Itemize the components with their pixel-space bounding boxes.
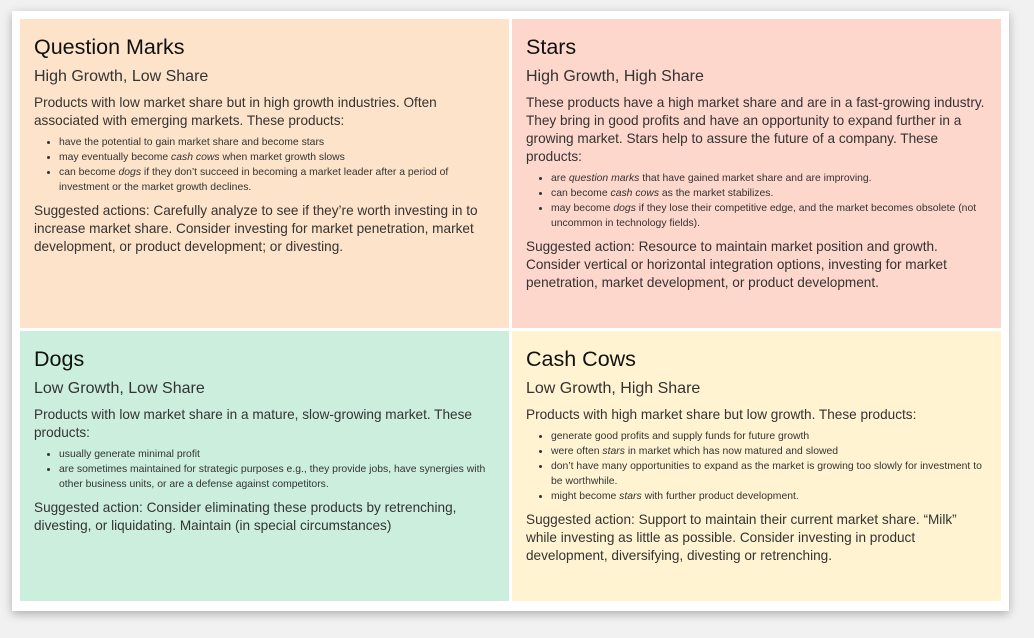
bullet-text: usually generate minimal profit — [59, 449, 200, 460]
bullet-item — [551, 201, 987, 231]
bullet-text: have the potential to gain market share and become stars — [59, 137, 325, 148]
quadrant-cash-cows — [512, 331, 1001, 601]
bullet-text: might become — [551, 491, 620, 502]
bullet-text: can become — [59, 167, 119, 178]
quadrant-description: These products have a high market share and are in a fast-growing industry. They bring in good profits and have an opportunity to expand further in a growing market. Stars help to assure the future of a company. These products: — [526, 95, 985, 164]
quadrant-subtitle: High Growth, High Share — [526, 68, 704, 85]
bullet-item — [551, 444, 987, 459]
bullet-text: are — [551, 173, 569, 184]
bullet-emphasis: dogs — [613, 203, 636, 214]
bullet-text: can become — [551, 188, 611, 199]
bullet-text: may become — [551, 203, 614, 214]
quadrant-bullet-list — [34, 135, 495, 195]
quadrant-bullet-list — [526, 429, 987, 504]
bullet-emphasis: cash cows — [171, 152, 220, 163]
bullet-text: if they lose their competitive edge, and the market becomes obsolete (not uncommon in technology fields). — [551, 203, 977, 229]
bullet-emphasis: stars — [602, 446, 625, 457]
quadrant-subtitle: Low Growth, Low Share — [34, 380, 205, 397]
bullet-item — [59, 150, 495, 165]
bullet-item — [551, 186, 987, 201]
bullet-emphasis: question marks — [568, 173, 640, 184]
bullet-emphasis: stars — [619, 491, 642, 502]
quadrant-title: Stars — [526, 35, 577, 59]
bullet-text: in market which has now matured and slowed — [624, 446, 839, 457]
bullet-item — [551, 459, 987, 489]
bullet-item — [551, 489, 987, 504]
bullet-emphasis: dogs — [118, 167, 142, 178]
quadrant-description: Products with high market share but low growth. These products: — [526, 407, 917, 422]
bcg-matrix-grid — [20, 19, 1001, 601]
quadrant-description: Products with low market share in a mature, slow-growing market. These products: — [34, 407, 472, 440]
bullet-text: with further product development. — [641, 491, 799, 502]
quadrant-title: Question Marks — [34, 35, 185, 59]
quadrant-bullet-list — [526, 171, 987, 231]
bullet-text: as the market stabilizes. — [659, 188, 774, 199]
quadrant-suggested-action: Suggested actions: Carefully analyze to see if they’re worth investing in to increase market share. Consider investing for market penetration, market development, or product development; or divesting. — [34, 203, 478, 254]
quadrant-suggested-action: Suggested action: Support to maintain their current market share. “Milk” while investing as little as possible. Consider investing in product development, diversifying, divesting or retrenching. — [526, 512, 957, 563]
bullet-text: that have gained market share and are improving. — [639, 173, 872, 184]
bullet-item — [551, 171, 987, 186]
quadrant-question-marks — [20, 19, 509, 328]
bullet-item — [59, 447, 495, 462]
bullet-text: generate good profits and supply funds for future growth — [551, 431, 810, 442]
quadrant-dogs — [20, 331, 509, 601]
quadrant-title: Dogs — [34, 347, 85, 371]
quadrant-suggested-action: Suggested action: Consider eliminating these products by retrenching, divesting, or liquidating. Maintain (in special circumstances) — [34, 500, 457, 533]
bullet-emphasis: cash cows — [610, 188, 660, 199]
bcg-matrix-card — [12, 11, 1009, 611]
quadrant-subtitle: High Growth, Low Share — [34, 68, 209, 85]
quadrant-subtitle: Low Growth, High Share — [526, 380, 701, 397]
quadrant-suggested-action: Suggested action: Resource to maintain market position and growth. Consider vertical or horizontal integration options, investing for market penetration, market development, or product development. — [526, 239, 947, 290]
quadrant-bullet-list — [34, 447, 495, 492]
bullet-item — [59, 462, 495, 492]
bullet-text: were often — [551, 446, 603, 457]
bullet-item — [59, 135, 495, 150]
bullet-text: when market growth slows — [219, 152, 345, 163]
quadrant-description: Products with low market share but in high growth industries. Often associated with emerging markets. These products: — [34, 95, 437, 128]
bullet-text: don’t have many opportunities to expand as the market is growing too slowly for investment to be worthwhile. — [551, 461, 982, 487]
bullet-text: if they don’t succeed in becoming a market leader after a period of investment or the market growth declines. — [59, 167, 449, 193]
bullet-text: are sometimes maintained for strategic purposes e.g., they provide jobs, have synergies with other business units, or are a defense against competitors. — [59, 464, 486, 490]
bullet-text: may eventually become — [59, 152, 172, 163]
quadrant-title: Cash Cows — [526, 347, 636, 371]
quadrant-stars — [512, 19, 1001, 328]
bullet-item — [59, 165, 495, 195]
bullet-item — [551, 429, 987, 444]
